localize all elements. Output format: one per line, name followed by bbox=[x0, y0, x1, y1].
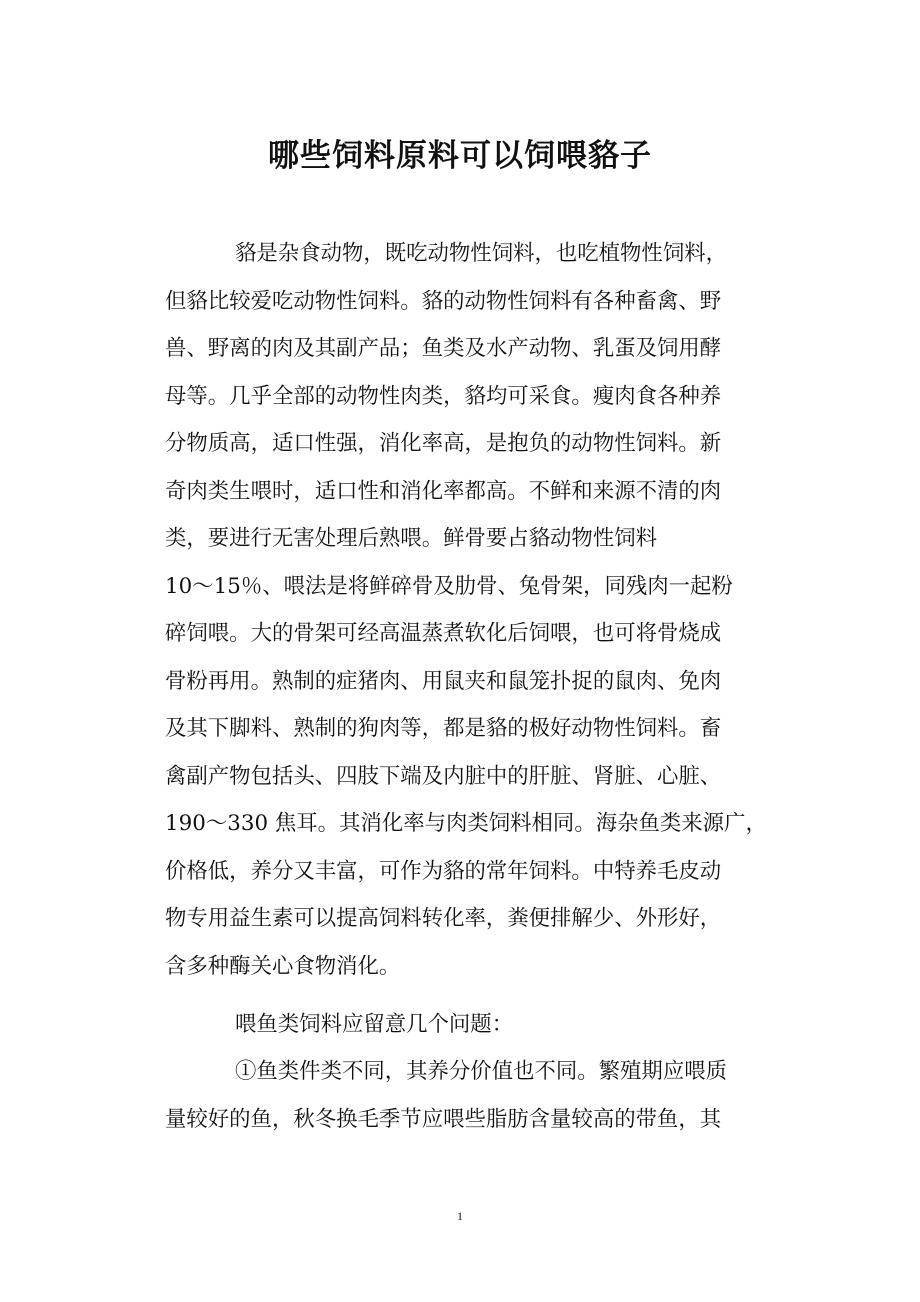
text-line: 及其下脚料、熟制的狗肉等，都是貉的极好动物性饲料。畜 bbox=[165, 716, 722, 741]
text-line: 禽副产物包括头、四肢下端及内脏中的肝脏、肾脏、心脏、 bbox=[165, 763, 722, 789]
text-line: 量较好的鱼，秋冬换毛季节应喂些脂肪含量较高的带鱼，其 bbox=[165, 1106, 722, 1132]
text-line: 骨粉再用。熟制的症猪肉、用鼠夹和鼠笼扑捉的鼠肉、免肉 bbox=[165, 668, 722, 694]
text-line: 兽、野离的肉及其副产品；鱼类及水产动物、乳蛋及饲用酵 bbox=[165, 336, 722, 361]
document-title: 哪些饲料原料可以饲喂貉子 bbox=[268, 138, 652, 174]
text-line: 貉是杂食动物，既吃动物性饲料，也吃植物性饲料， bbox=[235, 241, 727, 266]
text-line: 10～15％、喂法是将鲜碎骨及肋骨、兔骨架，同残肉一起粉 bbox=[165, 573, 733, 599]
text-line: ①鱼类件类不同，其养分价值也不同。繁殖期应喂质 bbox=[235, 1059, 727, 1084]
text-line: 碎饲喂。大的骨架可经高温蒸煮软化后饲喂，也可将骨烧成 bbox=[165, 621, 722, 646]
text-line: 奇肉类生喂时，适口性和消化率都高。不鲜和来源不清的肉 bbox=[165, 478, 722, 504]
text-line: 分物质高，适口性强，消化率高，是抱负的动物性饲料。新 bbox=[165, 431, 722, 456]
text-line: 190～330 焦耳。其消化率与肉类饲料相同。海杂鱼类来源广， bbox=[165, 811, 767, 836]
text-line: 母等。几乎全部的动物性肉类，貉均可采食。瘦肉食各种养 bbox=[165, 383, 722, 409]
text-line: 物专用益生素可以提高饲料转化率，粪便排解少、外形好， bbox=[165, 906, 722, 931]
page-number: 1 bbox=[457, 1209, 463, 1223]
text-line: 类，要进行无害处理后熟喂。鲜骨要占貉动物性饲料 bbox=[165, 526, 657, 551]
text-line: 含多种酶关心食物消化。 bbox=[165, 953, 401, 979]
paragraph-fish-feeding-notes bbox=[165, 1001, 785, 1049]
paragraph-fish-types bbox=[165, 1048, 785, 1143]
text-line: 但貉比较爱吃动物性饲料。貉的动物性饲料有各种畜禽、野 bbox=[165, 288, 722, 314]
text-line: 喂鱼类饲料应留意几个问题： bbox=[235, 1012, 514, 1037]
text-line: 价格低，养分又丰富，可作为貉的常年饲料。中特养毛皮动 bbox=[165, 858, 722, 884]
paragraph-feed-overview bbox=[165, 230, 785, 990]
